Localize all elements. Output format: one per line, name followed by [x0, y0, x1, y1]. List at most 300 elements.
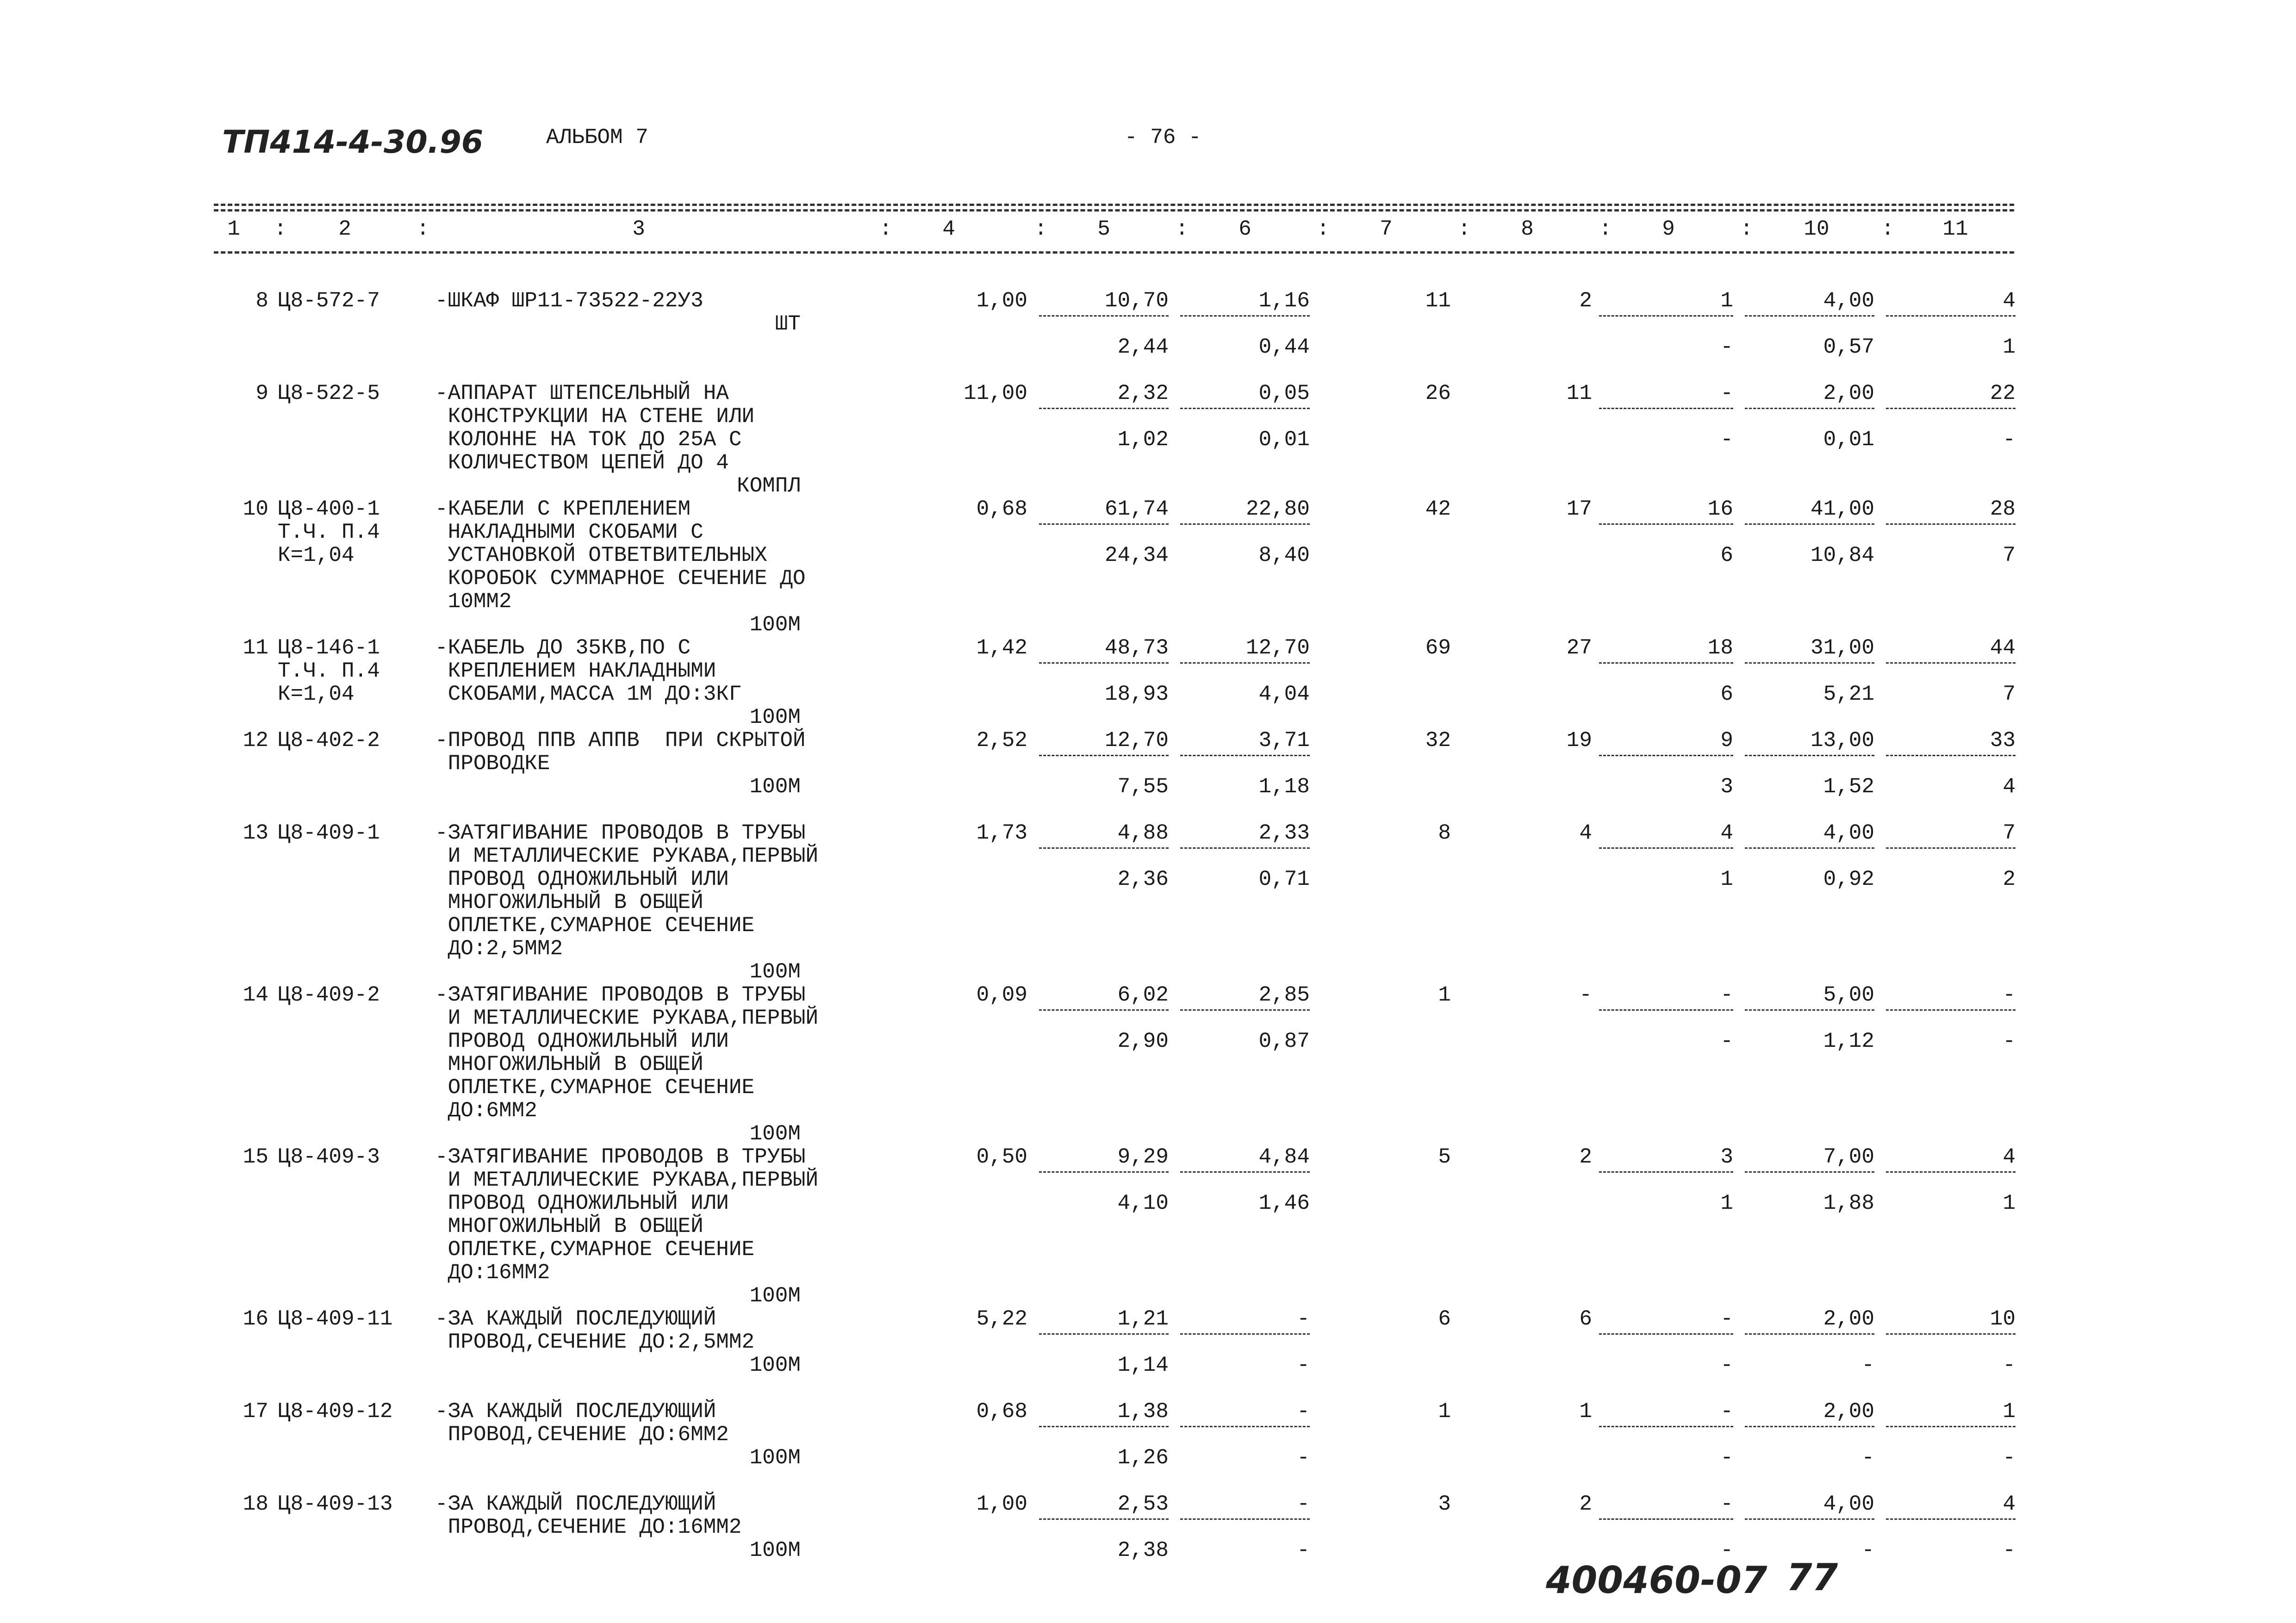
- work-description: -ЗА КАЖДЫЙ ПОСЛЕДУЮЩИЙ: [435, 1399, 716, 1424]
- handwritten-stamp: 400460-07: [1546, 1559, 1767, 1602]
- fraction-rule: [1599, 847, 1733, 849]
- work-description: -КАБЕЛИ С КРЕПЛЕНИЕМ: [435, 497, 691, 521]
- row-number: 13: [243, 821, 268, 845]
- col10-top: 2,00: [1823, 381, 1874, 405]
- col11-bottom: -: [2003, 1029, 2016, 1053]
- col5-bottom: 2,44: [1117, 335, 1169, 359]
- col7: 11: [1425, 289, 1451, 313]
- col9-top: 9: [1720, 728, 1733, 752]
- col10-bottom: 1,12: [1823, 1029, 1874, 1053]
- column-header-1: 1: [227, 217, 240, 241]
- col11-top: 10: [1990, 1307, 2016, 1331]
- col9-top: 18: [1707, 636, 1733, 660]
- column-header-5: 5: [1097, 217, 1110, 241]
- fraction-rule: [1039, 1518, 1169, 1520]
- col5-top: 4,88: [1117, 821, 1169, 845]
- row-number: 14: [243, 983, 268, 1007]
- col8: 19: [1566, 728, 1592, 752]
- column-header-9: 9: [1662, 217, 1675, 241]
- column-separator: :: [1740, 217, 1753, 241]
- fraction-rule: [1180, 315, 1310, 317]
- col9-top: 3: [1720, 1145, 1733, 1169]
- work-description: -ШКАФ ШР11-73522-22У3: [435, 289, 703, 313]
- col10-bottom: 10,84: [1810, 543, 1874, 567]
- col11-bottom: -: [2003, 1353, 2016, 1377]
- column-header-3: 3: [632, 217, 645, 241]
- row-number: 9: [255, 381, 268, 405]
- unit-of-measure: 100М: [749, 1538, 801, 1562]
- column-separator: :: [1881, 217, 1894, 241]
- work-description: И МЕТАЛЛИЧЕСКИЕ РУКАВА,ПЕРВЫЙ: [435, 1168, 819, 1192]
- col10-bottom: 0,92: [1823, 867, 1874, 891]
- work-description: КОЛОННЕ НА ТОК ДО 25А С: [435, 428, 742, 452]
- quantity: 1,00: [976, 1492, 1027, 1516]
- col6-bottom: 0,71: [1258, 867, 1310, 891]
- column-separator: :: [879, 217, 892, 241]
- col5-top: 9,29: [1117, 1145, 1169, 1169]
- column-separator: :: [1034, 217, 1047, 241]
- rate-code: Ц8-409-13: [278, 1492, 393, 1516]
- col10-bottom: 1,52: [1823, 775, 1874, 799]
- col11-top: 4: [2003, 1145, 2016, 1169]
- col10-top: 41,00: [1810, 497, 1874, 521]
- fraction-rule: [1599, 1333, 1733, 1335]
- rate-code: Ц8-409-3: [278, 1145, 380, 1169]
- fraction-rule: [1180, 847, 1310, 849]
- quantity: 2,52: [976, 728, 1027, 752]
- col6-bottom: 1,46: [1258, 1191, 1310, 1215]
- col5-bottom: 2,36: [1117, 867, 1169, 891]
- col11-bottom: -: [2003, 428, 2016, 452]
- fraction-rule: [1886, 523, 2016, 525]
- fraction-rule: [1745, 315, 1874, 317]
- fraction-rule: [1180, 1333, 1310, 1335]
- fraction-rule: [1745, 408, 1874, 409]
- work-description: ПРОВОД ОДНОЖИЛЬНЫЙ ИЛИ: [435, 1191, 729, 1215]
- col10-top: 31,00: [1810, 636, 1874, 660]
- column-separator: :: [1458, 217, 1471, 241]
- col6-bottom: 0,44: [1258, 335, 1310, 359]
- col9-bottom: 6: [1720, 682, 1733, 706]
- work-description: -КАБЕЛЬ ДО 35КВ,ПО С: [435, 636, 691, 660]
- col11-bottom: 7: [2003, 543, 2016, 567]
- col11-bottom: 4: [2003, 775, 2016, 799]
- fraction-rule: [1039, 755, 1169, 756]
- unit-of-measure: 100М: [749, 1284, 801, 1308]
- fraction-rule: [1599, 1518, 1733, 1520]
- fraction-rule: [1039, 847, 1169, 849]
- col6-bottom: -: [1297, 1353, 1310, 1377]
- fraction-rule: [1039, 1171, 1169, 1173]
- work-description: -ПРОВОД ППВ АППВ ПРИ СКРЫТОЙ: [435, 728, 806, 752]
- fraction-rule: [1886, 1426, 2016, 1427]
- col10-bottom: 1,88: [1823, 1191, 1874, 1215]
- col10-top: 2,00: [1823, 1307, 1874, 1331]
- quantity: 1,42: [976, 636, 1027, 660]
- row-number: 12: [243, 728, 268, 752]
- work-description: ОПЛЕТКЕ,СУМАРНОЕ СЕЧЕНИЕ: [435, 1237, 755, 1262]
- fraction-rule: [1039, 408, 1169, 409]
- col6-top: 22,80: [1245, 497, 1310, 521]
- rate-code: Т.Ч. П.4: [278, 520, 380, 544]
- fraction-rule: [1886, 755, 2016, 756]
- col6-top: 2,33: [1258, 821, 1310, 845]
- col7: 69: [1425, 636, 1451, 660]
- page-number: - 76 -: [1125, 125, 1201, 149]
- row-number: 8: [255, 289, 268, 313]
- fraction-rule: [1180, 1171, 1310, 1173]
- work-description: 10ММ2: [435, 590, 512, 614]
- col7: 1: [1438, 983, 1451, 1007]
- work-description: ПРОВОД ОДНОЖИЛЬНЫЙ ИЛИ: [435, 1029, 729, 1053]
- quantity: 0,09: [976, 983, 1027, 1007]
- fraction-rule: [1039, 315, 1169, 317]
- unit-of-measure: 100М: [749, 1122, 801, 1146]
- fraction-rule: [1745, 1426, 1874, 1427]
- row-number: 15: [243, 1145, 268, 1169]
- col8: -: [1579, 983, 1592, 1007]
- unit-of-measure: ШТ: [775, 312, 801, 336]
- col5-top: 10,70: [1104, 289, 1169, 313]
- col5-top: 61,74: [1104, 497, 1169, 521]
- work-description: -АППАРАТ ШТЕПСЕЛЬНЫЙ НА: [435, 381, 729, 405]
- col10-bottom: -: [1861, 1538, 1874, 1562]
- fraction-rule: [1180, 523, 1310, 525]
- col7: 42: [1425, 497, 1451, 521]
- fraction-rule: [1745, 1171, 1874, 1173]
- work-description: МНОГОЖИЛЬНЫЙ В ОБЩЕЙ: [435, 890, 703, 914]
- work-description: ПРОВОД ОДНОЖИЛЬНЫЙ ИЛИ: [435, 867, 729, 891]
- col7: 1: [1438, 1399, 1451, 1424]
- work-description: -ЗАТЯГИВАНИЕ ПРОВОДОВ В ТРУБЫ: [435, 983, 806, 1007]
- col6-top: 1,16: [1258, 289, 1310, 313]
- col5-bottom: 2,38: [1117, 1538, 1169, 1562]
- col6-bottom: 8,40: [1258, 543, 1310, 567]
- col5-bottom: 7,55: [1117, 775, 1169, 799]
- col5-top: 1,21: [1117, 1307, 1169, 1331]
- col7: 6: [1438, 1307, 1451, 1331]
- fraction-rule: [1599, 755, 1733, 756]
- col9-top: 1: [1720, 289, 1733, 313]
- fraction-rule: [1886, 662, 2016, 664]
- fraction-rule: [1886, 315, 2016, 317]
- work-description: И МЕТАЛЛИЧЕСКИЕ РУКАВА,ПЕРВЫЙ: [435, 1006, 819, 1030]
- col6-top: 12,70: [1245, 636, 1310, 660]
- col7: 32: [1425, 728, 1451, 752]
- fraction-rule: [1180, 755, 1310, 756]
- col10-bottom: -: [1861, 1353, 1874, 1377]
- col9-bottom: -: [1720, 428, 1733, 452]
- unit-of-measure: 100М: [749, 775, 801, 799]
- col8: 17: [1566, 497, 1592, 521]
- work-description: -ЗА КАЖДЫЙ ПОСЛЕДУЮЩИЙ: [435, 1492, 716, 1516]
- fraction-rule: [1886, 1518, 2016, 1520]
- header-bottom-rule: [214, 251, 2014, 254]
- col8: 27: [1566, 636, 1592, 660]
- column-separator: :: [1317, 217, 1330, 241]
- row-number: 16: [243, 1307, 268, 1331]
- col5-top: 48,73: [1104, 636, 1169, 660]
- col10-bottom: 0,01: [1823, 428, 1874, 452]
- col5-bottom: 4,10: [1117, 1191, 1169, 1215]
- col9-bottom: 6: [1720, 543, 1733, 567]
- col11-top: -: [2003, 983, 2016, 1007]
- col8: 2: [1579, 1145, 1592, 1169]
- row-number: 17: [243, 1399, 268, 1424]
- col7: 8: [1438, 821, 1451, 845]
- work-description: СКОБАМИ,МАССА 1М ДО:3КГ: [435, 682, 742, 706]
- col8: 2: [1579, 1492, 1592, 1516]
- quantity: 0,68: [976, 1399, 1027, 1424]
- quantity: 11,00: [963, 381, 1027, 405]
- rate-code: Ц8-409-11: [278, 1307, 393, 1331]
- col6-top: 3,71: [1258, 728, 1310, 752]
- work-description: ПРОВОД,СЕЧЕНИЕ ДО:16ММ2: [435, 1515, 742, 1539]
- column-header-10: 10: [1804, 217, 1829, 241]
- col10-top: 5,00: [1823, 983, 1874, 1007]
- col9-bottom: 1: [1720, 867, 1733, 891]
- fraction-rule: [1039, 1333, 1169, 1335]
- col11-top: 44: [1990, 636, 2016, 660]
- col11-bottom: 1: [2003, 1191, 2016, 1215]
- col11-bottom: -: [2003, 1446, 2016, 1470]
- col8: 11: [1566, 381, 1592, 405]
- fraction-rule: [1599, 1009, 1733, 1011]
- column-header-7: 7: [1380, 217, 1393, 241]
- col7: 3: [1438, 1492, 1451, 1516]
- fraction-rule: [1745, 755, 1874, 756]
- rate-code: Ц8-522-5: [278, 381, 380, 405]
- col5-top: 2,32: [1117, 381, 1169, 405]
- column-header-8: 8: [1521, 217, 1534, 241]
- fraction-rule: [1886, 1333, 2016, 1335]
- rate-code: Ц8-572-7: [278, 289, 380, 313]
- col5-bottom: 1,14: [1117, 1353, 1169, 1377]
- col9-top: -: [1720, 1492, 1733, 1516]
- column-header-11: 11: [1942, 217, 1968, 241]
- rate-code: К=1,04: [278, 543, 355, 567]
- col6-bottom: 1,18: [1258, 775, 1310, 799]
- fraction-rule: [1599, 1171, 1733, 1173]
- col6-bottom: 0,01: [1258, 428, 1310, 452]
- rate-code: Ц8-409-12: [278, 1399, 393, 1424]
- col6-top: 0,05: [1258, 381, 1310, 405]
- work-description: УСТАНОВКОЙ ОТВЕТВИТЕЛЬНЫХ: [435, 543, 767, 567]
- rate-code: Ц8-402-2: [278, 728, 380, 752]
- col9-top: 4: [1720, 821, 1733, 845]
- fraction-rule: [1039, 662, 1169, 664]
- unit-of-measure: 100М: [749, 1353, 801, 1377]
- col9-bottom: -: [1720, 1538, 1733, 1562]
- fraction-rule: [1745, 523, 1874, 525]
- work-description: КОЛИЧЕСТВОМ ЦЕПЕЙ ДО 4: [435, 451, 729, 475]
- col9-bottom: -: [1720, 1353, 1733, 1377]
- unit-of-measure: 100М: [749, 613, 801, 637]
- column-header-4: 4: [942, 217, 955, 241]
- work-description: ПРОВОДКЕ: [435, 752, 550, 776]
- col11-bottom: 1: [2003, 335, 2016, 359]
- col11-top: 1: [2003, 1399, 2016, 1424]
- rate-code: К=1,04: [278, 682, 355, 706]
- col8: 6: [1579, 1307, 1592, 1331]
- col6-bottom: -: [1297, 1446, 1310, 1470]
- work-description: КРЕПЛЕНИЕМ НАКЛАДНЫМИ: [435, 659, 716, 683]
- fraction-rule: [1180, 408, 1310, 409]
- fraction-rule: [1599, 662, 1733, 664]
- col11-top: 4: [2003, 1492, 2016, 1516]
- col9-bottom: -: [1720, 1446, 1733, 1470]
- work-description: МНОГОЖИЛЬНЫЙ В ОБЩЕЙ: [435, 1214, 703, 1238]
- col6-bottom: 0,87: [1258, 1029, 1310, 1053]
- unit-of-measure: 100М: [749, 960, 801, 984]
- fraction-rule: [1180, 1426, 1310, 1427]
- col11-top: 7: [2003, 821, 2016, 845]
- col9-bottom: -: [1720, 1029, 1733, 1053]
- col9-top: -: [1720, 1307, 1733, 1331]
- fraction-rule: [1180, 1009, 1310, 1011]
- col9-top: -: [1720, 381, 1733, 405]
- row-number: 10: [243, 497, 268, 521]
- work-description: КОНСТРУКЦИИ НА СТЕНЕ ИЛИ: [435, 404, 755, 429]
- column-separator: :: [274, 217, 287, 241]
- quantity: 1,73: [976, 821, 1027, 845]
- col5-bottom: 24,34: [1104, 543, 1169, 567]
- fraction-rule: [1745, 1009, 1874, 1011]
- col10-top: 7,00: [1823, 1145, 1874, 1169]
- quantity: 5,22: [976, 1307, 1027, 1331]
- col6-bottom: 4,04: [1258, 682, 1310, 706]
- column-separator: :: [1176, 217, 1188, 241]
- fraction-rule: [1599, 315, 1733, 317]
- col9-bottom: 3: [1720, 775, 1733, 799]
- col5-top: 2,53: [1117, 1492, 1169, 1516]
- col11-top: 22: [1990, 381, 2016, 405]
- col10-top: 4,00: [1823, 821, 1874, 845]
- handwritten-sheet-number: 77: [1786, 1556, 1838, 1599]
- column-header-2: 2: [338, 217, 351, 241]
- col9-top: -: [1720, 983, 1733, 1007]
- work-description: ДО:6ММ2: [435, 1099, 537, 1123]
- col6-top: -: [1297, 1307, 1310, 1331]
- header-top-rule: [214, 204, 2014, 206]
- unit-of-measure: 100М: [749, 1446, 801, 1470]
- col6-top: 4,84: [1258, 1145, 1310, 1169]
- work-description: -ЗАТЯГИВАНИЕ ПРОВОДОВ В ТРУБЫ: [435, 1145, 806, 1169]
- fraction-rule: [1039, 523, 1169, 525]
- work-description: НАКЛАДНЫМИ СКОБАМИ С: [435, 520, 703, 544]
- album-label: АЛЬБОМ 7: [546, 125, 648, 149]
- col11-top: 33: [1990, 728, 2016, 752]
- col10-bottom: 5,21: [1823, 682, 1874, 706]
- col5-top: 12,70: [1104, 728, 1169, 752]
- work-description: ДО:16ММ2: [435, 1261, 550, 1285]
- col9-top: 16: [1707, 497, 1733, 521]
- work-description: ОПЛЕТКЕ,СУМАРНОЕ СЕЧЕНИЕ: [435, 914, 755, 938]
- work-description: ПРОВОД,СЕЧЕНИЕ ДО:2,5ММ2: [435, 1330, 755, 1354]
- work-description: ДО:2,5ММ2: [435, 937, 563, 961]
- col6-bottom: -: [1297, 1538, 1310, 1562]
- fraction-rule: [1599, 408, 1733, 409]
- column-separator: :: [1599, 217, 1612, 241]
- col8: 4: [1579, 821, 1592, 845]
- col5-bottom: 18,93: [1104, 682, 1169, 706]
- quantity: 1,00: [976, 289, 1027, 313]
- col10-bottom: -: [1861, 1446, 1874, 1470]
- work-description: ОПЛЕТКЕ,СУМАРНОЕ СЕЧЕНИЕ: [435, 1076, 755, 1100]
- col9-bottom: -: [1720, 335, 1733, 359]
- fraction-rule: [1886, 1171, 2016, 1173]
- col9-top: -: [1720, 1399, 1733, 1424]
- quantity: 0,68: [976, 497, 1027, 521]
- col11-bottom: -: [2003, 1538, 2016, 1562]
- col10-bottom: 0,57: [1823, 335, 1874, 359]
- col6-top: -: [1297, 1399, 1310, 1424]
- fraction-rule: [1180, 1518, 1310, 1520]
- col11-top: 28: [1990, 497, 2016, 521]
- unit-of-measure: КОМПЛ: [736, 474, 801, 498]
- rate-code: Ц8-146-1: [278, 636, 380, 660]
- work-description: ПРОВОД,СЕЧЕНИЕ ДО:6ММ2: [435, 1423, 729, 1447]
- col8: 1: [1579, 1399, 1592, 1424]
- fraction-rule: [1599, 1426, 1733, 1427]
- row-number: 11: [243, 636, 268, 660]
- col10-top: 2,00: [1823, 1399, 1874, 1424]
- col7: 5: [1438, 1145, 1451, 1169]
- fraction-rule: [1599, 523, 1733, 525]
- rate-code: Т.Ч. П.4: [278, 659, 380, 683]
- col11-bottom: 7: [2003, 682, 2016, 706]
- col5-top: 1,38: [1117, 1399, 1169, 1424]
- work-description: И МЕТАЛЛИЧЕСКИЕ РУКАВА,ПЕРВЫЙ: [435, 844, 819, 868]
- col10-top: 4,00: [1823, 1492, 1874, 1516]
- fraction-rule: [1745, 662, 1874, 664]
- work-description: КОРОБОК СУММАРНОЕ СЕЧЕНИЕ ДО: [435, 566, 806, 591]
- fraction-rule: [1745, 847, 1874, 849]
- column-header-6: 6: [1238, 217, 1251, 241]
- fraction-rule: [1039, 1426, 1169, 1427]
- fraction-rule: [1745, 1333, 1874, 1335]
- col5-top: 6,02: [1117, 983, 1169, 1007]
- fraction-rule: [1745, 1518, 1874, 1520]
- fraction-rule: [1886, 1009, 2016, 1011]
- col7: 26: [1425, 381, 1451, 405]
- quantity: 0,50: [976, 1145, 1027, 1169]
- col10-top: 13,00: [1810, 728, 1874, 752]
- work-description: МНОГОЖИЛЬНЫЙ В ОБЩЕЙ: [435, 1052, 703, 1076]
- col5-bottom: 1,26: [1117, 1446, 1169, 1470]
- rate-code: Ц8-400-1: [278, 497, 380, 521]
- header-top-rule-2: [214, 209, 2014, 211]
- col6-top: -: [1297, 1492, 1310, 1516]
- col5-bottom: 1,02: [1117, 428, 1169, 452]
- col6-top: 2,85: [1258, 983, 1310, 1007]
- column-separator: :: [417, 217, 429, 241]
- unit-of-measure: 100М: [749, 705, 801, 729]
- rate-code: Ц8-409-1: [278, 821, 380, 845]
- fraction-rule: [1039, 1009, 1169, 1011]
- col8: 2: [1579, 289, 1592, 313]
- work-description: -ЗА КАЖДЫЙ ПОСЛЕДУЮЩИЙ: [435, 1307, 716, 1331]
- fraction-rule: [1180, 662, 1310, 664]
- doc-code: ТП414-4-30.96: [222, 124, 484, 161]
- rate-code: Ц8-409-2: [278, 983, 380, 1007]
- row-number: 18: [243, 1492, 268, 1516]
- work-description: -ЗАТЯГИВАНИЕ ПРОВОДОВ В ТРУБЫ: [435, 821, 806, 845]
- col11-bottom: 2: [2003, 867, 2016, 891]
- col11-top: 4: [2003, 289, 2016, 313]
- col10-top: 4,00: [1823, 289, 1874, 313]
- fraction-rule: [1886, 847, 2016, 849]
